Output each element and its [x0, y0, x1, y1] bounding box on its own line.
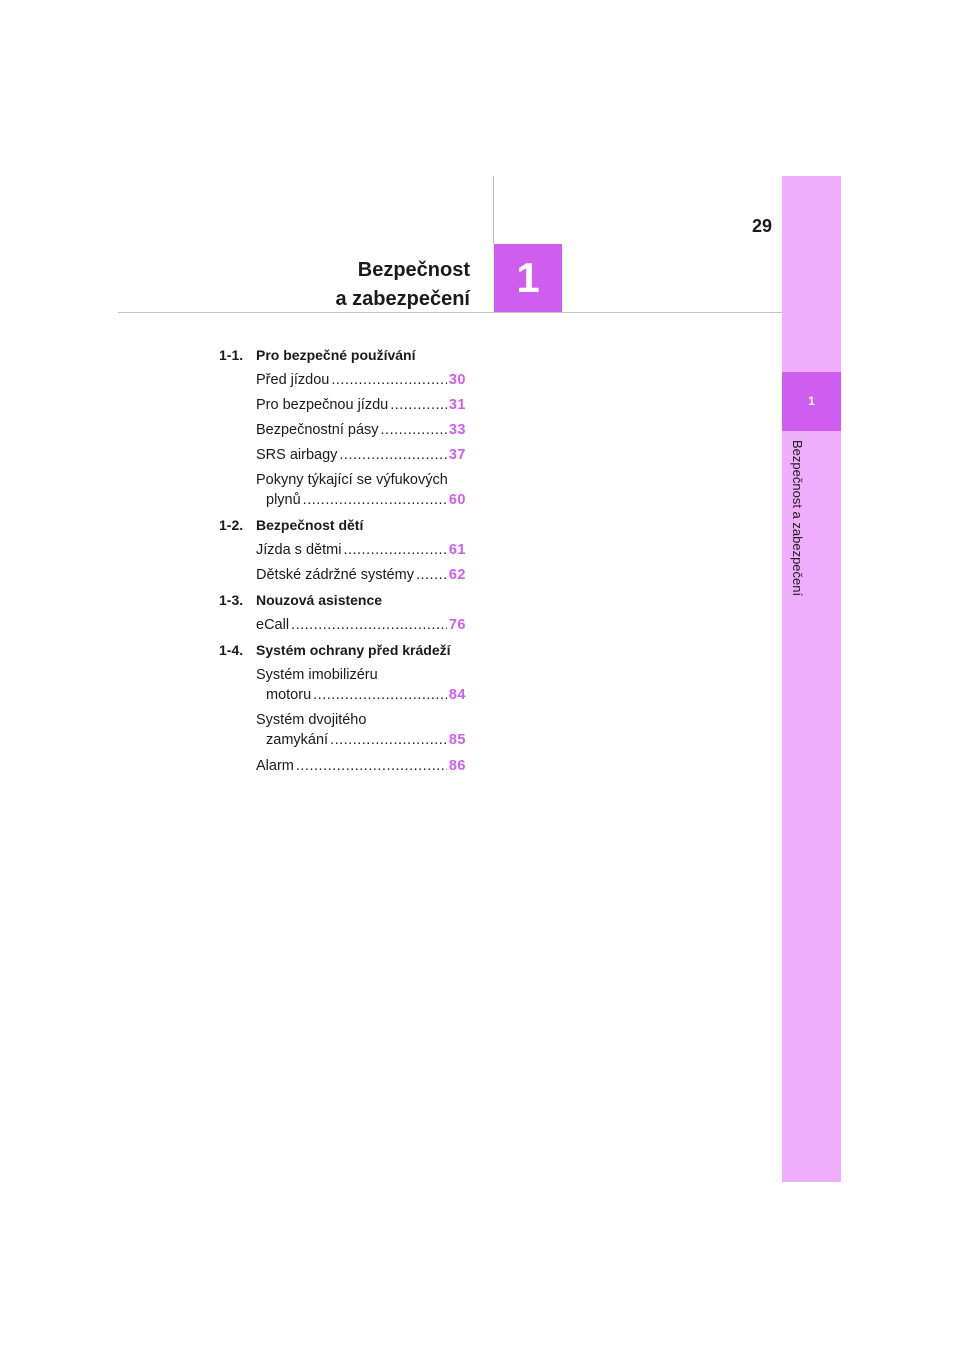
toc-page-link[interactable]: 31 — [448, 397, 466, 413]
toc-entry-label: Dětské zádržné systémy — [256, 567, 414, 583]
toc-entry[interactable] — [256, 756, 466, 776]
toc-page-link[interactable]: 33 — [448, 422, 466, 438]
toc-entry[interactable] — [256, 540, 466, 560]
toc-entry-label: Systém imobilizéru — [256, 667, 378, 683]
toc-entry[interactable] — [256, 370, 466, 390]
toc-page-link[interactable]: 84 — [448, 687, 466, 703]
toc-dot-leader — [296, 756, 447, 776]
toc-entry-label: Jízda s dětmi — [256, 542, 342, 558]
toc-section-heading[interactable] — [219, 345, 415, 365]
toc-page-link[interactable]: 61 — [448, 542, 466, 558]
page-number: 29 — [751, 216, 772, 236]
toc-section-heading[interactable] — [219, 640, 451, 660]
toc-dot-leader — [330, 730, 447, 750]
toc-dot-leader — [343, 540, 446, 560]
toc-entry-label: eCall — [256, 617, 290, 633]
toc-section-number: 1-2. — [219, 517, 244, 533]
toc-dot-leader — [291, 615, 447, 635]
chapter-title-line2: a zabezpečení — [335, 288, 470, 310]
toc-dot-leader — [381, 420, 447, 440]
toc-section-heading[interactable] — [219, 515, 363, 535]
toc-entry[interactable] — [256, 615, 466, 635]
toc-page-link[interactable]: 30 — [448, 372, 466, 388]
toc-entry-label-continued: plynů — [266, 492, 301, 508]
sidebar-chapter-number: 1 — [808, 394, 815, 408]
toc-dot-leader — [416, 565, 447, 585]
toc-entry-label: Alarm — [256, 758, 294, 774]
toc-section-number: 1-3. — [219, 592, 244, 608]
toc-entry[interactable] — [256, 665, 466, 705]
toc-page-link[interactable]: 85 — [448, 732, 466, 748]
toc-page-link[interactable]: 60 — [448, 492, 466, 508]
toc-page-link[interactable]: 37 — [448, 447, 466, 463]
toc-entry-label: Před jízdou — [256, 372, 330, 388]
sidebar-strip — [782, 176, 841, 1182]
toc-entry-label-continued: zamykání — [266, 732, 329, 748]
chapter-title — [335, 256, 470, 314]
sidebar-chapter-title: Bezpečnost a zabezpečení — [790, 440, 805, 597]
toc-entry-label: Systém dvojitého — [256, 712, 367, 728]
toc-entry-label: Pro bezpečnou jízdu — [256, 397, 389, 413]
toc-dot-leader — [313, 685, 447, 705]
chapter-title-line1: Bezpečnost — [357, 259, 470, 281]
toc-entry-label: Bezpečnostní pásy — [256, 422, 379, 438]
toc-section-number: 1-4. — [219, 642, 244, 658]
toc-entry[interactable] — [256, 445, 466, 465]
toc-section-heading[interactable] — [219, 590, 382, 610]
toc-dot-leader — [339, 445, 446, 465]
toc-page-link[interactable]: 76 — [448, 617, 466, 633]
toc-entry[interactable] — [256, 395, 466, 415]
toc-entry-label: Pokyny týkající se výfukových — [256, 472, 448, 488]
chapter-number: 1 — [516, 254, 540, 301]
toc-dot-leader — [331, 370, 447, 390]
toc-section-title: Bezpečnost dětí — [256, 517, 364, 533]
toc-section-title: Systém ochrany před krádeží — [256, 642, 451, 658]
toc-page-link[interactable]: 86 — [448, 758, 466, 774]
toc-entry[interactable] — [256, 420, 466, 440]
toc-entry-label-continued: motoru — [266, 687, 312, 703]
toc-dot-leader — [303, 490, 447, 510]
toc-dot-leader — [390, 395, 447, 415]
toc-page-link[interactable]: 62 — [448, 567, 466, 583]
header-divider-vertical — [493, 176, 494, 244]
toc-entry-label: SRS airbagy — [256, 447, 338, 463]
toc-section-number: 1-1. — [219, 347, 244, 363]
toc-section-title: Nouzová asistence — [256, 592, 383, 608]
toc-entry[interactable] — [256, 470, 466, 510]
toc-entry[interactable] — [256, 565, 466, 585]
toc-section-title: Pro bezpečné používání — [256, 347, 416, 363]
toc-entry[interactable] — [256, 710, 466, 750]
